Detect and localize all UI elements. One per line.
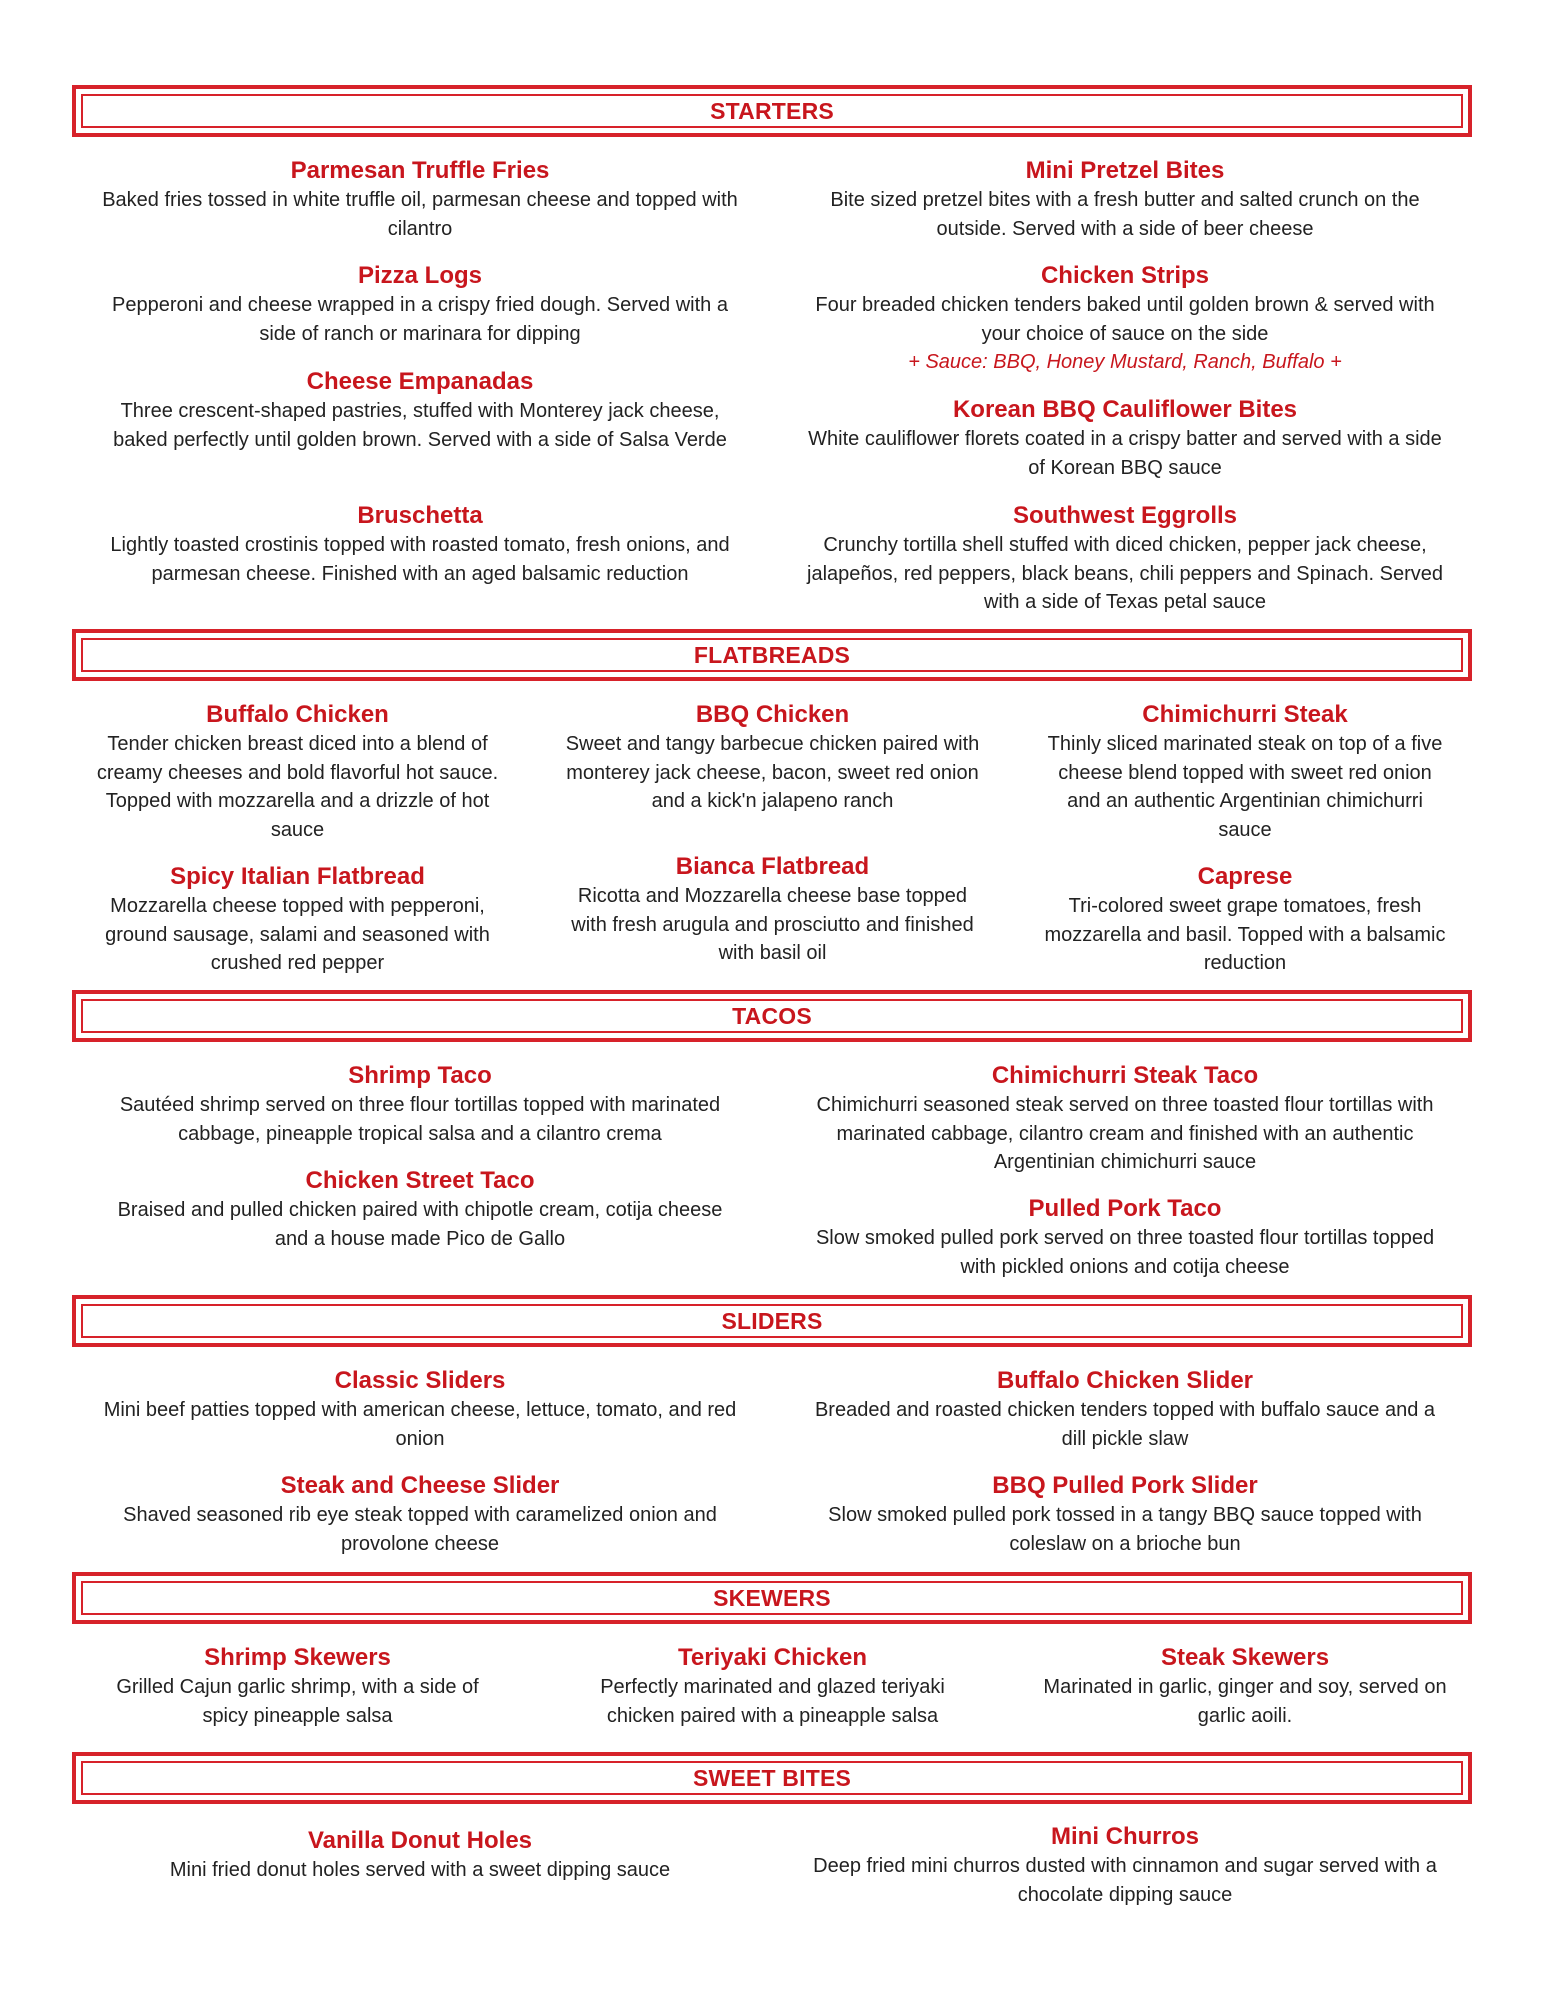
sauce-options-note: + Sauce: BBQ, Honey Mustard, Ranch, Buffalo +	[908, 351, 1342, 373]
item-description: Sweet and tangy barbecue chicken paired with monterey jack cheese, bacon, sweet red onion and a kick'n jalapeno ranch	[565, 733, 980, 812]
item-description: Bite sized pretzel bites with a fresh butter and salted crunch on the outside. Served with a side of beer cheese	[830, 189, 1420, 240]
menu-item	[95, 1643, 500, 1730]
menu-item	[100, 156, 740, 243]
section-title: SLIDERS	[721, 1307, 823, 1334]
item-description: Tri-colored sweet grape tomatoes, fresh mozzarella and basil. Topped with a balsamic reduction	[1044, 895, 1446, 974]
item-name: Buffalo Chicken Slider	[996, 1367, 1254, 1394]
item-description: Four breaded chicken tenders baked until golden brown & served with your choice of sauce on the side	[815, 294, 1435, 345]
item-description: Marinated in garlic, ginger and soy, served on garlic aoili.	[1043, 1676, 1447, 1727]
menu-item	[805, 1471, 1445, 1558]
item-description: Ricotta and Mozzarella cheese base topped with fresh arugula and prosciutto and finished with basil oil	[571, 885, 974, 964]
item-description: Tender chicken breast diced into a blend of creamy cheeses and bold flavorful hot sauce. Topped with mozzarella and a drizzle of hot sauce	[96, 733, 499, 841]
item-name: Caprese	[1197, 863, 1293, 890]
item-name: Parmesan Truffle Fries	[290, 157, 550, 184]
item-name: BBQ Chicken	[695, 701, 850, 728]
menu-item	[100, 367, 740, 454]
menu-item	[805, 1822, 1445, 1909]
item-description: Mozzarella cheese topped with pepperoni, ground sausage, salami and seasoned with crushed red pepper	[105, 895, 490, 974]
section-title: TACOS	[732, 1002, 812, 1029]
item-description: Braised and pulled chicken paired with chipotle cream, cotija cheese and a house made Pico de Gallo	[117, 1199, 723, 1250]
item-description: Perfectly marinated and glazed teriyaki chicken paired with a pineapple salsa	[600, 1676, 945, 1727]
item-name: BBQ Pulled Pork Slider	[992, 1472, 1258, 1499]
item-name: Steak Skewers	[1160, 1644, 1330, 1671]
item-name: Southwest Eggrolls	[1012, 502, 1237, 529]
menu-item	[805, 1061, 1445, 1177]
item-name: Korean BBQ Cauliflower Bites	[952, 396, 1298, 423]
item-description: Crunchy tortilla shell stuffed with diced chicken, pepper jack cheese, jalapeños, red peppers, black beans, chili peppers and Spinach. Served with a side of Texas petal sauce	[807, 534, 1443, 613]
item-description: Three crescent-shaped pastries, stuffed with Monterey jack cheese, baked perfectly until golden brown. Served with a side of Salsa Verde	[113, 400, 727, 451]
section-banner-flatbreads	[72, 629, 1472, 681]
item-description: Thinly sliced marinated steak on top of a five cheese blend topped with sweet red onion and an authentic Argentinian chimichurri sauce	[1047, 733, 1443, 841]
menu-item	[565, 700, 980, 816]
menu-item	[1040, 862, 1450, 978]
item-name: Cheese Empanadas	[306, 368, 534, 395]
menu-item	[805, 1366, 1445, 1453]
item-description: Breaded and roasted chicken tenders topped with buffalo sauce and a dill pickle slaw	[814, 1399, 1436, 1450]
menu-item	[100, 501, 740, 588]
menu-item	[100, 1826, 740, 1885]
menu-item	[805, 1194, 1445, 1281]
menu-item	[100, 1366, 740, 1453]
item-name: Shrimp Skewers	[204, 1644, 391, 1671]
section-banner-starters	[72, 85, 1472, 137]
item-description: Lightly toasted crostinis topped with roasted tomato, fresh onions, and parmesan cheese. Finished with an aged balsamic reduction	[110, 534, 730, 585]
menu-item	[805, 501, 1445, 617]
item-name: Buffalo Chicken	[206, 701, 389, 728]
item-name: Pizza Logs	[357, 262, 483, 289]
section-title: STARTERS	[710, 97, 834, 124]
menu-item	[565, 852, 980, 968]
menu-item	[100, 1471, 740, 1558]
item-name: Pulled Pork Taco	[1028, 1195, 1222, 1222]
item-name: Chicken Strips	[1040, 262, 1210, 289]
menu-item	[805, 156, 1445, 243]
item-description: Slow smoked pulled pork tossed in a tangy BBQ sauce topped with coleslaw on a brioche bun	[828, 1504, 1422, 1555]
section-title: SWEET BITES	[692, 1764, 852, 1791]
section-title: FLATBREADS	[693, 641, 851, 668]
item-description: Deep fried mini churros dusted with cinnamon and sugar served with a chocolate dipping sauce	[813, 1855, 1437, 1906]
item-description: White cauliflower florets coated in a crispy batter and served with a side of Korean BBQ sauce	[808, 428, 1442, 479]
item-description: Shaved seasoned rib eye steak topped with caramelized onion and provolone cheese	[123, 1504, 717, 1555]
section-banner-tacos	[72, 990, 1472, 1042]
menu-item	[1040, 1643, 1450, 1730]
menu-item	[565, 1643, 980, 1730]
item-name: Steak and Cheese Slider	[280, 1472, 560, 1499]
menu-item	[100, 1061, 740, 1148]
section-title: SKEWERS	[713, 1584, 831, 1611]
item-description: Baked fries tossed in white truffle oil, parmesan cheese and topped with cilantro	[102, 189, 738, 240]
section-banner-sliders	[72, 1295, 1472, 1347]
item-name: Bruschetta	[357, 502, 483, 529]
menu-item	[100, 261, 740, 348]
item-name: Chicken Street Taco	[305, 1167, 535, 1194]
menu-item	[1040, 700, 1450, 844]
item-name: Mini Churros	[1051, 1823, 1199, 1850]
menu-item	[95, 700, 500, 844]
item-description: Sautéed shrimp served on three flour tortillas topped with marinated cabbage, pineapple tropical salsa and a cilantro crema	[119, 1094, 721, 1145]
section-banner-skewers	[72, 1572, 1472, 1624]
item-description: Mini beef patties topped with american cheese, lettuce, tomato, and red onion	[103, 1399, 737, 1450]
item-name: Shrimp Taco	[348, 1062, 492, 1089]
item-name: Mini Pretzel Bites	[1025, 157, 1225, 184]
item-description: Pepperoni and cheese wrapped in a crispy fried dough. Served with a side of ranch or marinara for dipping	[112, 294, 728, 345]
item-description: Chimichurri seasoned steak served on three toasted flour tortillas with marinated cabbage, cilantro cream and finished with an authentic Argentinian chimichurri sauce	[816, 1094, 1434, 1173]
item-description: Slow smoked pulled pork served on three toasted flour tortillas topped with pickled onions and cotija cheese	[815, 1227, 1435, 1278]
item-description: Mini fried donut holes served with a sweet dipping sauce	[169, 1859, 671, 1881]
item-name: Classic Sliders	[334, 1367, 506, 1394]
item-name: Spicy Italian Flatbread	[170, 863, 425, 890]
item-name: Vanilla Donut Holes	[307, 1827, 533, 1854]
menu-item	[100, 1166, 740, 1253]
item-name: Bianca Flatbread	[675, 853, 870, 880]
menu-item	[95, 862, 500, 978]
item-name: Chimichurri Steak Taco	[991, 1062, 1259, 1089]
section-banner-sweet-bites	[72, 1752, 1472, 1804]
menu-item	[805, 395, 1445, 482]
item-name: Teriyaki Chicken	[678, 1644, 867, 1671]
item-description: Grilled Cajun garlic shrimp, with a side of spicy pineapple salsa	[116, 1676, 479, 1727]
menu-item	[805, 261, 1445, 377]
item-name: Chimichurri Steak	[1142, 701, 1348, 728]
